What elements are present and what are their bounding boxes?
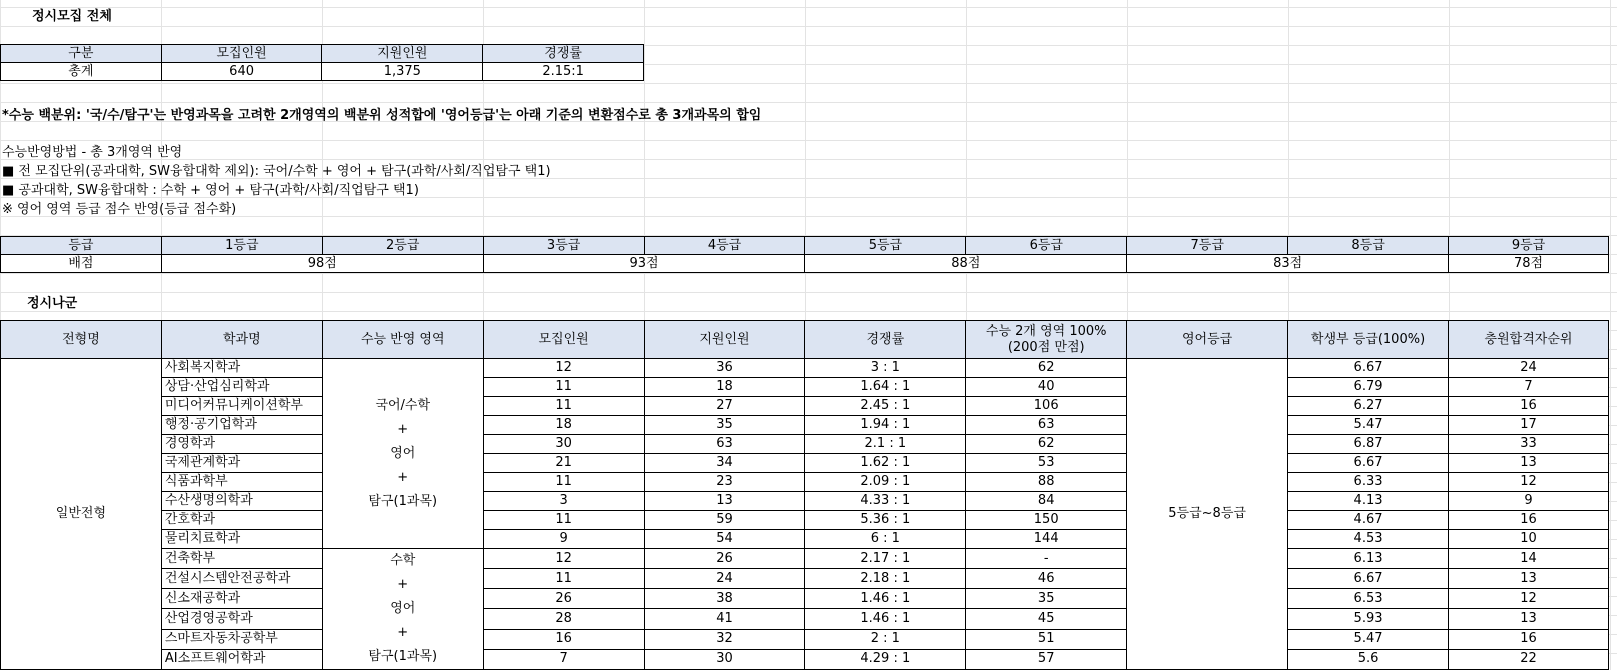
gpa-cell: 4.13 bbox=[1288, 492, 1449, 511]
suneung-cell: 63 bbox=[966, 416, 1127, 435]
section-title: 정시나군 bbox=[27, 296, 78, 311]
grade-cell: 6등급 bbox=[966, 237, 1127, 255]
english-grade-table bbox=[0, 236, 1609, 273]
area-line: + bbox=[397, 577, 409, 592]
col-header-ratio: 경쟁률 bbox=[805, 321, 966, 359]
summary-table bbox=[0, 44, 644, 81]
gpa-cell: 6.53 bbox=[1288, 589, 1449, 609]
summary-header: 모집인원 bbox=[161, 45, 322, 63]
rank-cell: 9 bbox=[1449, 492, 1609, 511]
applicants-cell: 18 bbox=[644, 378, 805, 397]
suneung-cell: 62 bbox=[966, 359, 1127, 378]
quota-cell: 12 bbox=[483, 359, 644, 378]
area-line: 영어 bbox=[390, 445, 416, 461]
ratio-cell: 4.29 : 1 bbox=[805, 649, 966, 669]
dept-cell: AI소프트웨어학과 bbox=[161, 649, 322, 669]
page-title: 정시모집 전체 bbox=[32, 9, 112, 24]
gpa-cell: 6.33 bbox=[1288, 473, 1449, 492]
ratio-cell: 2.18 : 1 bbox=[805, 569, 966, 589]
dept-cell: 수산생명의학과 bbox=[161, 492, 322, 511]
col-header-suneung-line2: (200점 만점) bbox=[1007, 339, 1085, 355]
col-header-area: 수능 반영 영역 bbox=[322, 321, 483, 359]
rank-cell: 33 bbox=[1449, 435, 1609, 454]
grade-cell: 8등급 bbox=[1288, 237, 1449, 255]
ratio-cell: 1.46 : 1 bbox=[805, 609, 966, 629]
suneung-cell: 150 bbox=[966, 511, 1127, 530]
admission-results-table bbox=[0, 320, 1609, 670]
applicants-cell: 32 bbox=[644, 629, 805, 649]
admission-type-cell: 일반전형 bbox=[1, 359, 162, 670]
ratio-cell: 2.1 : 1 bbox=[805, 435, 966, 454]
suneung-cell: 84 bbox=[966, 492, 1127, 511]
table-row bbox=[1, 609, 1609, 629]
applicants-cell: 35 bbox=[644, 416, 805, 435]
gpa-cell: 6.67 bbox=[1288, 454, 1449, 473]
applicants-cell: 63 bbox=[644, 435, 805, 454]
col-header-suneung-line1: 수능 2개 영역 100% bbox=[985, 323, 1107, 339]
rank-cell: 24 bbox=[1449, 359, 1609, 378]
ratio-cell: 2.45 : 1 bbox=[805, 397, 966, 416]
dept-cell: 경영학과 bbox=[161, 435, 322, 454]
score-cell: 93점 bbox=[483, 255, 805, 273]
score-note: *수능 백분위: '국/수/탐구'는 반영과목을 고려한 2개영역의 백분위 성적합에 '영어등급'는 아래 기준의 변환점수로 총 3개과목의 합임 bbox=[2, 108, 762, 123]
suneung-cell: 62 bbox=[966, 435, 1127, 454]
rank-cell: 17 bbox=[1449, 416, 1609, 435]
table-row bbox=[1, 473, 1609, 492]
suneung-cell: 53 bbox=[966, 454, 1127, 473]
applicants-cell: 23 bbox=[644, 473, 805, 492]
col-header-quota: 모집인원 bbox=[483, 321, 644, 359]
method-line: ■ 전 모집단위(공과대학, SW융합대학 제외): 국어/수학 + 영어 + 탐구(과학/사회/직업탐구 택1) bbox=[2, 164, 551, 179]
table-row bbox=[1, 569, 1609, 589]
col-header-type: 전형명 bbox=[1, 321, 162, 359]
applicants-cell: 34 bbox=[644, 454, 805, 473]
dept-cell: 사회복지학과 bbox=[161, 359, 322, 378]
col-header-rank: 충원합격자순위 bbox=[1449, 321, 1609, 359]
applicants-cell: 27 bbox=[644, 397, 805, 416]
summary-cell: 총계 bbox=[1, 63, 162, 81]
suneung-cell: 40 bbox=[966, 378, 1127, 397]
rank-cell: 7 bbox=[1449, 378, 1609, 397]
rank-cell: 10 bbox=[1449, 530, 1609, 549]
quota-cell: 28 bbox=[483, 609, 644, 629]
quota-cell: 7 bbox=[483, 649, 644, 669]
dept-cell: 식품과학부 bbox=[161, 473, 322, 492]
ratio-cell: 3 : 1 bbox=[805, 359, 966, 378]
ratio-cell: 2 : 1 bbox=[805, 629, 966, 649]
score-cell: 78점 bbox=[1449, 255, 1609, 273]
area-cell bbox=[322, 549, 483, 670]
gpa-cell: 5.47 bbox=[1288, 416, 1449, 435]
applicants-cell: 13 bbox=[644, 492, 805, 511]
area-cell bbox=[322, 359, 483, 549]
gpa-cell: 6.67 bbox=[1288, 359, 1449, 378]
quota-cell: 11 bbox=[483, 511, 644, 530]
gpa-cell: 6.13 bbox=[1288, 549, 1449, 569]
table-row bbox=[1, 492, 1609, 511]
rank-cell: 14 bbox=[1449, 549, 1609, 569]
grade-cell: 1등급 bbox=[161, 237, 322, 255]
grade-cell: 9등급 bbox=[1449, 237, 1609, 255]
quota-cell: 26 bbox=[483, 589, 644, 609]
table-row bbox=[1, 397, 1609, 416]
ratio-cell: 2.17 : 1 bbox=[805, 549, 966, 569]
area-line: 영어 bbox=[390, 601, 416, 616]
gpa-cell: 6.79 bbox=[1288, 378, 1449, 397]
rank-cell: 12 bbox=[1449, 473, 1609, 492]
table-row bbox=[1, 589, 1609, 609]
suneung-cell: 144 bbox=[966, 530, 1127, 549]
grade-cell: 4등급 bbox=[644, 237, 805, 255]
dept-cell: 물리치료학과 bbox=[161, 530, 322, 549]
summary-cell: 640 bbox=[161, 63, 322, 81]
gpa-cell: 5.6 bbox=[1288, 649, 1449, 669]
table-row bbox=[1, 511, 1609, 530]
dept-cell: 상담·산업심리학과 bbox=[161, 378, 322, 397]
quota-cell: 9 bbox=[483, 530, 644, 549]
gpa-cell: 4.53 bbox=[1288, 530, 1449, 549]
col-header-suneung bbox=[966, 321, 1127, 359]
suneung-cell: 45 bbox=[966, 609, 1127, 629]
grade-cell: 3등급 bbox=[483, 237, 644, 255]
ratio-cell: 1.46 : 1 bbox=[805, 589, 966, 609]
grade-cell: 2등급 bbox=[322, 237, 483, 255]
applicants-cell: 24 bbox=[644, 569, 805, 589]
col-header-gpa: 학생부 등급(100%) bbox=[1288, 321, 1449, 359]
dept-cell: 미디어커뮤니케이션학부 bbox=[161, 397, 322, 416]
rank-cell: 13 bbox=[1449, 609, 1609, 629]
grade-row-label: 등급 bbox=[1, 237, 162, 255]
method-line: ■ 공과대학, SW융합대학 : 수학 + 영어 + 탐구(과학/사회/직업탐구 택1) bbox=[2, 183, 419, 198]
dept-cell: 국제관계학과 bbox=[161, 454, 322, 473]
summary-header: 지원인원 bbox=[322, 45, 483, 63]
area-line: 탐구(1과목) bbox=[368, 493, 438, 509]
rank-cell: 13 bbox=[1449, 569, 1609, 589]
applicants-cell: 41 bbox=[644, 609, 805, 629]
grade-cell: 7등급 bbox=[1127, 237, 1288, 255]
table-row bbox=[1, 549, 1609, 569]
applicants-cell: 26 bbox=[644, 549, 805, 569]
applicants-cell: 30 bbox=[644, 649, 805, 669]
gpa-cell: 5.47 bbox=[1288, 629, 1449, 649]
ratio-cell: 2.09 : 1 bbox=[805, 473, 966, 492]
method-line: ※ 영어 영역 등급 점수 반영(등급 점수화) bbox=[2, 202, 237, 217]
dept-cell: 간호학과 bbox=[161, 511, 322, 530]
suneung-cell: 88 bbox=[966, 473, 1127, 492]
ratio-cell: 4.33 : 1 bbox=[805, 492, 966, 511]
summary-cell: 1,375 bbox=[322, 63, 483, 81]
area-line: 수학 bbox=[390, 553, 416, 568]
gpa-cell: 6.27 bbox=[1288, 397, 1449, 416]
english-grade-cell: 5등급~8등급 bbox=[1127, 359, 1288, 670]
dept-cell: 산업경영공학과 bbox=[161, 609, 322, 629]
quota-cell: 3 bbox=[483, 492, 644, 511]
quota-cell: 11 bbox=[483, 569, 644, 589]
score-cell: 83점 bbox=[1127, 255, 1449, 273]
suneung-cell: 35 bbox=[966, 589, 1127, 609]
ratio-cell: 1.94 : 1 bbox=[805, 416, 966, 435]
score-row-label: 배점 bbox=[1, 255, 162, 273]
area-line: + bbox=[397, 421, 409, 437]
quota-cell: 21 bbox=[483, 454, 644, 473]
suneung-cell: 51 bbox=[966, 629, 1127, 649]
suneung-cell: 57 bbox=[966, 649, 1127, 669]
area-line: + bbox=[397, 625, 409, 640]
col-header-dept: 학과명 bbox=[161, 321, 322, 359]
quota-cell: 16 bbox=[483, 629, 644, 649]
rank-cell: 16 bbox=[1449, 629, 1609, 649]
table-row bbox=[1, 454, 1609, 473]
suneung-cell: - bbox=[966, 549, 1127, 569]
dept-cell: 건축학부 bbox=[161, 549, 322, 569]
dept-cell: 신소재공학과 bbox=[161, 589, 322, 609]
col-header-english: 영어등급 bbox=[1127, 321, 1288, 359]
area-line: + bbox=[397, 469, 409, 485]
ratio-cell: 1.62 : 1 bbox=[805, 454, 966, 473]
table-row bbox=[1, 359, 1609, 378]
quota-cell: 11 bbox=[483, 473, 644, 492]
dept-cell: 스마트자동차공학부 bbox=[161, 629, 322, 649]
gpa-cell: 4.67 bbox=[1288, 511, 1449, 530]
table-row bbox=[1, 416, 1609, 435]
score-cell: 88점 bbox=[805, 255, 1127, 273]
score-cell: 98점 bbox=[161, 255, 483, 273]
suneung-cell: 46 bbox=[966, 569, 1127, 589]
applicants-cell: 54 bbox=[644, 530, 805, 549]
quota-cell: 11 bbox=[483, 378, 644, 397]
table-row bbox=[1, 629, 1609, 649]
gpa-cell: 6.67 bbox=[1288, 569, 1449, 589]
applicants-cell: 36 bbox=[644, 359, 805, 378]
area-line: 탐구(1과목) bbox=[368, 649, 438, 664]
gpa-cell: 6.87 bbox=[1288, 435, 1449, 454]
col-header-applicants: 지원인원 bbox=[644, 321, 805, 359]
applicants-cell: 59 bbox=[644, 511, 805, 530]
rank-cell: 16 bbox=[1449, 511, 1609, 530]
summary-cell: 2.15:1 bbox=[483, 63, 644, 81]
quota-cell: 12 bbox=[483, 549, 644, 569]
gpa-cell: 5.93 bbox=[1288, 609, 1449, 629]
rank-cell: 13 bbox=[1449, 454, 1609, 473]
dept-cell: 행정·공기업학과 bbox=[161, 416, 322, 435]
rank-cell: 22 bbox=[1449, 649, 1609, 669]
ratio-cell: 1.64 : 1 bbox=[805, 378, 966, 397]
area-line: 국어/수학 bbox=[375, 397, 431, 413]
table-row bbox=[1, 530, 1609, 549]
table-row bbox=[1, 435, 1609, 454]
table-row bbox=[1, 649, 1609, 669]
quota-cell: 18 bbox=[483, 416, 644, 435]
rank-cell: 12 bbox=[1449, 589, 1609, 609]
table-row bbox=[1, 378, 1609, 397]
applicants-cell: 38 bbox=[644, 589, 805, 609]
rank-cell: 16 bbox=[1449, 397, 1609, 416]
ratio-cell: 5.36 : 1 bbox=[805, 511, 966, 530]
method-line: 수능반영방법 - 총 3개영역 반영 bbox=[2, 145, 183, 160]
grade-cell: 5등급 bbox=[805, 237, 966, 255]
dept-cell: 건설시스템안전공학과 bbox=[161, 569, 322, 589]
quota-cell: 30 bbox=[483, 435, 644, 454]
ratio-cell: 6 : 1 bbox=[805, 530, 966, 549]
suneung-cell: 106 bbox=[966, 397, 1127, 416]
summary-header: 구분 bbox=[1, 45, 162, 63]
quota-cell: 11 bbox=[483, 397, 644, 416]
summary-header: 경쟁률 bbox=[483, 45, 644, 63]
